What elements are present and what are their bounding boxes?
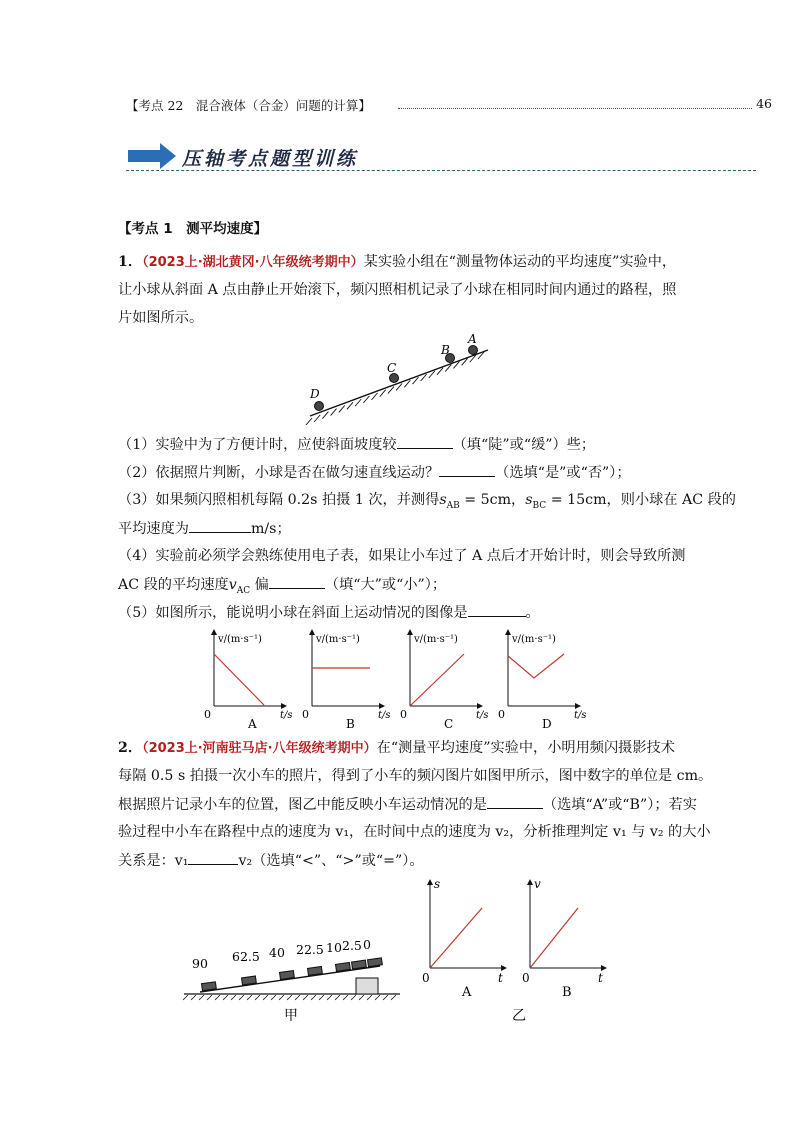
- hatch-mark: [279, 995, 284, 1000]
- hatch-mark: [295, 995, 300, 1000]
- q1-graphs: [200, 628, 600, 732]
- graph-a-xlabel: t/s: [280, 710, 293, 721]
- q1-sub1-hint: （填“陡”或“缓”）些；: [452, 437, 596, 453]
- graph-b-label: B: [346, 717, 355, 731]
- figure-jia-caption: 甲: [284, 1008, 298, 1024]
- answer-blank[interactable]: [487, 794, 543, 809]
- hatch-mark: [335, 995, 340, 1000]
- hatch-mark: [351, 995, 356, 1000]
- graph-vt-label: B: [562, 985, 572, 1000]
- ramp-support-block: [356, 978, 378, 994]
- graph-c-label: C: [444, 717, 454, 731]
- q1-sub4-mid: 偏: [250, 577, 269, 593]
- figure-jia: [180, 930, 402, 1024]
- q1-source: （2023上·湖北黄冈·八年级统考期中）: [142, 255, 364, 270]
- q2-number: 2．: [118, 740, 143, 756]
- graph-st-xlabel: t: [498, 971, 503, 985]
- q1-sub3: [118, 490, 736, 516]
- ramp-label-d: D: [310, 387, 320, 401]
- distance-label: 2.5: [342, 938, 362, 953]
- ramp-figure: [300, 330, 500, 425]
- cart: [280, 971, 295, 980]
- hatch-mark: [331, 409, 337, 416]
- distance-label: 90: [192, 956, 208, 971]
- section-heading: 【考点 1 测平均速度】: [118, 221, 268, 237]
- q1-sub3-line2: [118, 518, 728, 539]
- hatch-mark: [303, 995, 308, 1000]
- q2-line5: [118, 850, 728, 871]
- hatch-mark: [306, 418, 312, 425]
- ramp-label-b: B: [441, 343, 450, 357]
- q1-line3: 片如图所示。: [118, 310, 204, 326]
- answer-blank[interactable]: [269, 574, 325, 589]
- distance-label: 0: [363, 937, 371, 952]
- hatch-mark: [359, 995, 364, 1000]
- ramp-label-a: A: [468, 332, 477, 346]
- toc-entry[interactable]: [126, 96, 772, 116]
- graph-d: [498, 632, 587, 731]
- graph-b-origin: 0: [302, 708, 309, 721]
- hatch-mark: [207, 995, 212, 1000]
- graph-st-label: A: [462, 985, 472, 1000]
- hatch-mark: [372, 393, 378, 400]
- hatch-mark: [347, 402, 353, 409]
- q1-line2: 让小球从斜面 A 点由静止开始滚下，频闪照相机记录了小球在相同时间内通过的路程，照: [118, 282, 677, 298]
- hatch-mark: [322, 412, 328, 419]
- q2-line4: 验过程中小车在路程中点的速度为 v₁，在时间中点的速度为 v₂，分析推理判定 v₁ 与 v₂ 的大小: [118, 824, 711, 840]
- graph-st-origin: 0: [422, 971, 430, 985]
- hatch-mark: [247, 995, 252, 1000]
- q1-sub4-line2: [118, 574, 728, 601]
- q1-sub5-text: （5）如图所示，能说明小球在斜面上运动情况的图像是: [118, 605, 468, 621]
- graph-c-ylabel: v/(m·s⁻¹): [414, 634, 458, 645]
- q2-line1: [118, 738, 728, 759]
- q1-sub3-unit: m/s；: [250, 521, 291, 537]
- hatch-mark: [223, 995, 228, 1000]
- graph-b-ylabel: v/(m·s⁻¹): [316, 634, 360, 645]
- graph-vt: [522, 877, 604, 1000]
- q1-sub5-end: 。: [525, 605, 540, 621]
- q2-line2: 每隔 0.5 s 拍摄一次小车的照片，得到了小车的频闪图片如图甲所示，图中数字的单位是 cm。: [118, 768, 713, 784]
- answer-blank[interactable]: [397, 434, 453, 449]
- cart: [308, 966, 323, 975]
- hatch-mark: [375, 995, 380, 1000]
- hatch-mark: [380, 390, 386, 397]
- q2-line3-text: 根据照片记录小车的位置，图乙中能反映小车运动情况的是: [118, 797, 487, 813]
- q1-sub3-text: （3）如果频闪照相机每隔 0.2s 拍摄 1 次，并测得: [118, 492, 440, 508]
- hatch-mark: [183, 995, 188, 1000]
- q1-sub3-line2-text: 平均速度为: [118, 521, 189, 537]
- graph-vt-xlabel: t: [598, 971, 603, 985]
- graph-c-xlabel: t/s: [476, 710, 489, 721]
- graph-c-origin: 0: [400, 708, 407, 721]
- graph-d-ylabel: v/(m·s⁻¹): [512, 634, 556, 645]
- graph-vt-origin: 0: [522, 971, 530, 985]
- hatch-mark: [339, 405, 345, 412]
- q1-sub4-hint: （填“大”或“小”）；: [324, 577, 447, 593]
- q1-text1: 某实验小组在“测量物体运动的平均速度”实验中，: [363, 254, 677, 270]
- hatch-mark: [391, 995, 396, 1000]
- figure-yi-caption: 乙: [512, 1008, 526, 1024]
- hatch-mark: [271, 995, 276, 1000]
- cart: [202, 982, 217, 991]
- graph-st: [422, 877, 504, 1000]
- ball-d: [315, 402, 324, 411]
- toc-page-number: 46: [756, 96, 772, 111]
- hatch-mark: [319, 995, 324, 1000]
- s-ab-symbol: s: [439, 492, 447, 508]
- q1-number: 1．: [118, 254, 143, 270]
- hatch-mark: [367, 995, 372, 1000]
- answer-blank[interactable]: [189, 518, 251, 533]
- hatch-mark: [355, 399, 361, 406]
- q1-sub2-hint: （选填“是”或“否”）；: [495, 465, 631, 481]
- toc-leader-dots: [398, 108, 752, 109]
- hatch-mark: [383, 995, 388, 1000]
- s-bc-value: = 15cm，则小球在 AC 段的: [546, 492, 736, 508]
- hatch-mark: [327, 995, 332, 1000]
- graph-d-label: D: [542, 717, 552, 731]
- graph-c: [400, 632, 489, 731]
- q2-line3-hint: （选填“A”或“B”）；若实: [542, 797, 697, 813]
- hatch-mark: [363, 396, 369, 403]
- graph-b: [302, 632, 391, 731]
- toc-label: 【考点 22 混合液体（合金）问题的计算】: [126, 98, 371, 113]
- q2-line5-text: 关系是：v₁: [118, 853, 189, 869]
- graph-d-xlabel: t/s: [574, 710, 587, 721]
- v-ac-symbol: v: [228, 577, 237, 593]
- q1-sub5: [118, 602, 728, 623]
- cart: [336, 962, 351, 971]
- distance-label: 10: [326, 940, 342, 955]
- graph-st-ylabel: s: [434, 877, 441, 891]
- s-ab-subscript: AB: [446, 500, 460, 511]
- q2-line3: [118, 794, 728, 815]
- s-ab-value: = 5cm，: [459, 492, 526, 508]
- hatch-mark: [311, 995, 316, 1000]
- ball-a: [469, 346, 478, 355]
- answer-blank[interactable]: [439, 462, 495, 477]
- cart-group: [202, 958, 383, 991]
- hatch-mark: [255, 995, 260, 1000]
- banner-divider: [126, 170, 756, 171]
- s-bc-symbol: s: [525, 492, 533, 508]
- v-ac-subscript: AC: [236, 585, 251, 596]
- hatch-mark: [287, 995, 292, 1000]
- cart: [352, 960, 367, 969]
- q1-sub1-text: （1）实验中为了方便计时，应使斜面坡度较: [118, 437, 397, 453]
- hatch-mark: [231, 995, 236, 1000]
- q2-line5-hint: v₂（选填“<”、“>”或“=”）。: [238, 853, 424, 869]
- ramp-label-c: C: [387, 361, 397, 375]
- hatch-mark: [239, 995, 244, 1000]
- graph-d-origin: 0: [498, 708, 505, 721]
- graph-vt-ylabel: v: [534, 877, 541, 891]
- q1-sub1: [118, 434, 728, 455]
- cart: [242, 976, 257, 985]
- distance-label: 62.5: [232, 949, 260, 964]
- hatch-mark: [388, 387, 394, 394]
- distance-label: 22.5: [296, 942, 324, 957]
- arrow-icon: [126, 142, 178, 172]
- section-banner: [126, 140, 756, 176]
- q1-sub4-text: AC 段的平均速度: [118, 577, 229, 593]
- hatch-mark: [343, 995, 348, 1000]
- answer-blank[interactable]: [188, 850, 238, 865]
- graph-a-label: A: [248, 717, 257, 731]
- graph-b-xlabel: t/s: [378, 710, 391, 721]
- graph-a-ylabel: v/(m·s⁻¹): [218, 634, 262, 645]
- banner-title: 压轴考点题型训练: [182, 148, 359, 170]
- q1-sub2-text: （2）依据照片判断，小球是否在做匀速直线运动？: [118, 465, 440, 481]
- hatch-mark: [199, 995, 204, 1000]
- graph-a: [204, 632, 293, 731]
- hatch-mark: [215, 995, 220, 1000]
- q1-line1: [118, 252, 728, 273]
- answer-blank[interactable]: [468, 602, 526, 617]
- q2-source: （2023上·河南驻马店·八年级统考期中）: [142, 741, 377, 756]
- q1-sub2: [118, 462, 728, 483]
- hatch-mark: [263, 995, 268, 1000]
- hatch-mark: [191, 995, 196, 1000]
- cart: [368, 958, 383, 967]
- graph-a-origin: 0: [204, 708, 211, 721]
- figure-yi: [420, 872, 620, 1024]
- q1-sub4: （4）实验前必须学会熟练使用电子表，如果让小车过了 A 点后才开始计时，则会导致所测: [118, 548, 686, 564]
- q2-text1: 在“测量平均速度”实验中，小明用频闪摄影技术: [376, 740, 675, 756]
- s-bc-subscript: BC: [532, 500, 547, 511]
- hatch-mark: [314, 415, 320, 422]
- distance-label: 40: [269, 945, 285, 960]
